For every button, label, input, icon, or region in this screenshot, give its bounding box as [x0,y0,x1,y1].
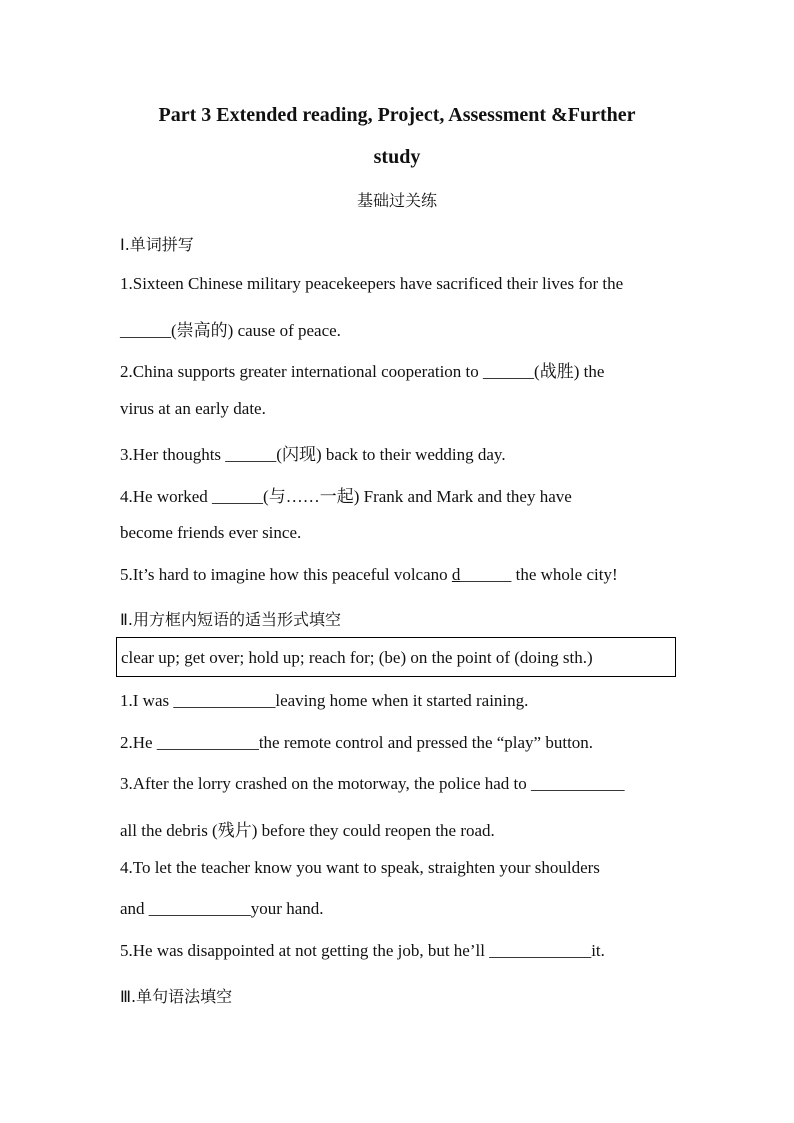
exercise-line: virus at an early date. [120,399,266,418]
section-heading-2: Ⅱ.用方框内短语的适当形式填空 [120,610,341,629]
exercise-line: 5.He was disappointed at not getting the job, but he’ll ____________it. [120,941,605,960]
page-title: Part 3 Extended reading, Project, Assessment &Further [158,104,636,126]
exercise-line: 1.Sixteen Chinese military peacekeepers have sacrificed their lives for the [120,274,624,293]
q5-first-letter: d [451,565,461,584]
exercise-line: 2.He ____________the remote control and pressed the “play” button. [120,733,594,752]
page-subtitle: 基础过关练 [356,191,437,210]
exercise-line: 3.After the lorry crashed on the motorway, the police had to ___________ [120,774,625,793]
q5-suffix: ______ the whole city! [460,565,618,584]
exercise-line: 4.He worked ______(与……一起) Frank and Mark and they have [120,487,572,506]
page-title-continued: study [373,146,421,168]
section-heading-3: Ⅲ.单句语法填空 [120,987,233,1006]
exercise-line-5 [120,565,618,585]
exercise-line: 1.I was ____________leaving home when it started raining. [120,691,529,710]
exercise-line: become friends ever since. [120,523,302,542]
exercise-line: 3.Her thoughts ______(闪现) back to their wedding day. [120,445,506,464]
exercise-line: 4.To let the teacher know you want to speak, straighten your shoulders [120,858,600,877]
exercise-line: 2.China supports greater international cooperation to ______(战胜) the [120,362,605,381]
section-heading-1: Ⅰ.单词拼写 [120,235,194,254]
phrase-box [116,637,676,677]
exercise-line: and ____________your hand. [120,899,324,918]
exercise-line: ______(崇高的) cause of peace. [120,321,341,340]
phrase-box-text: clear up; get over; hold up; reach for; (be) on the point of (doing sth.) [121,648,593,667]
exercise-line: all the debris (残片) before they could reopen the road. [120,821,495,840]
q5-prefix: 5.It’s hard to imagine how this peaceful volcano [120,565,452,584]
